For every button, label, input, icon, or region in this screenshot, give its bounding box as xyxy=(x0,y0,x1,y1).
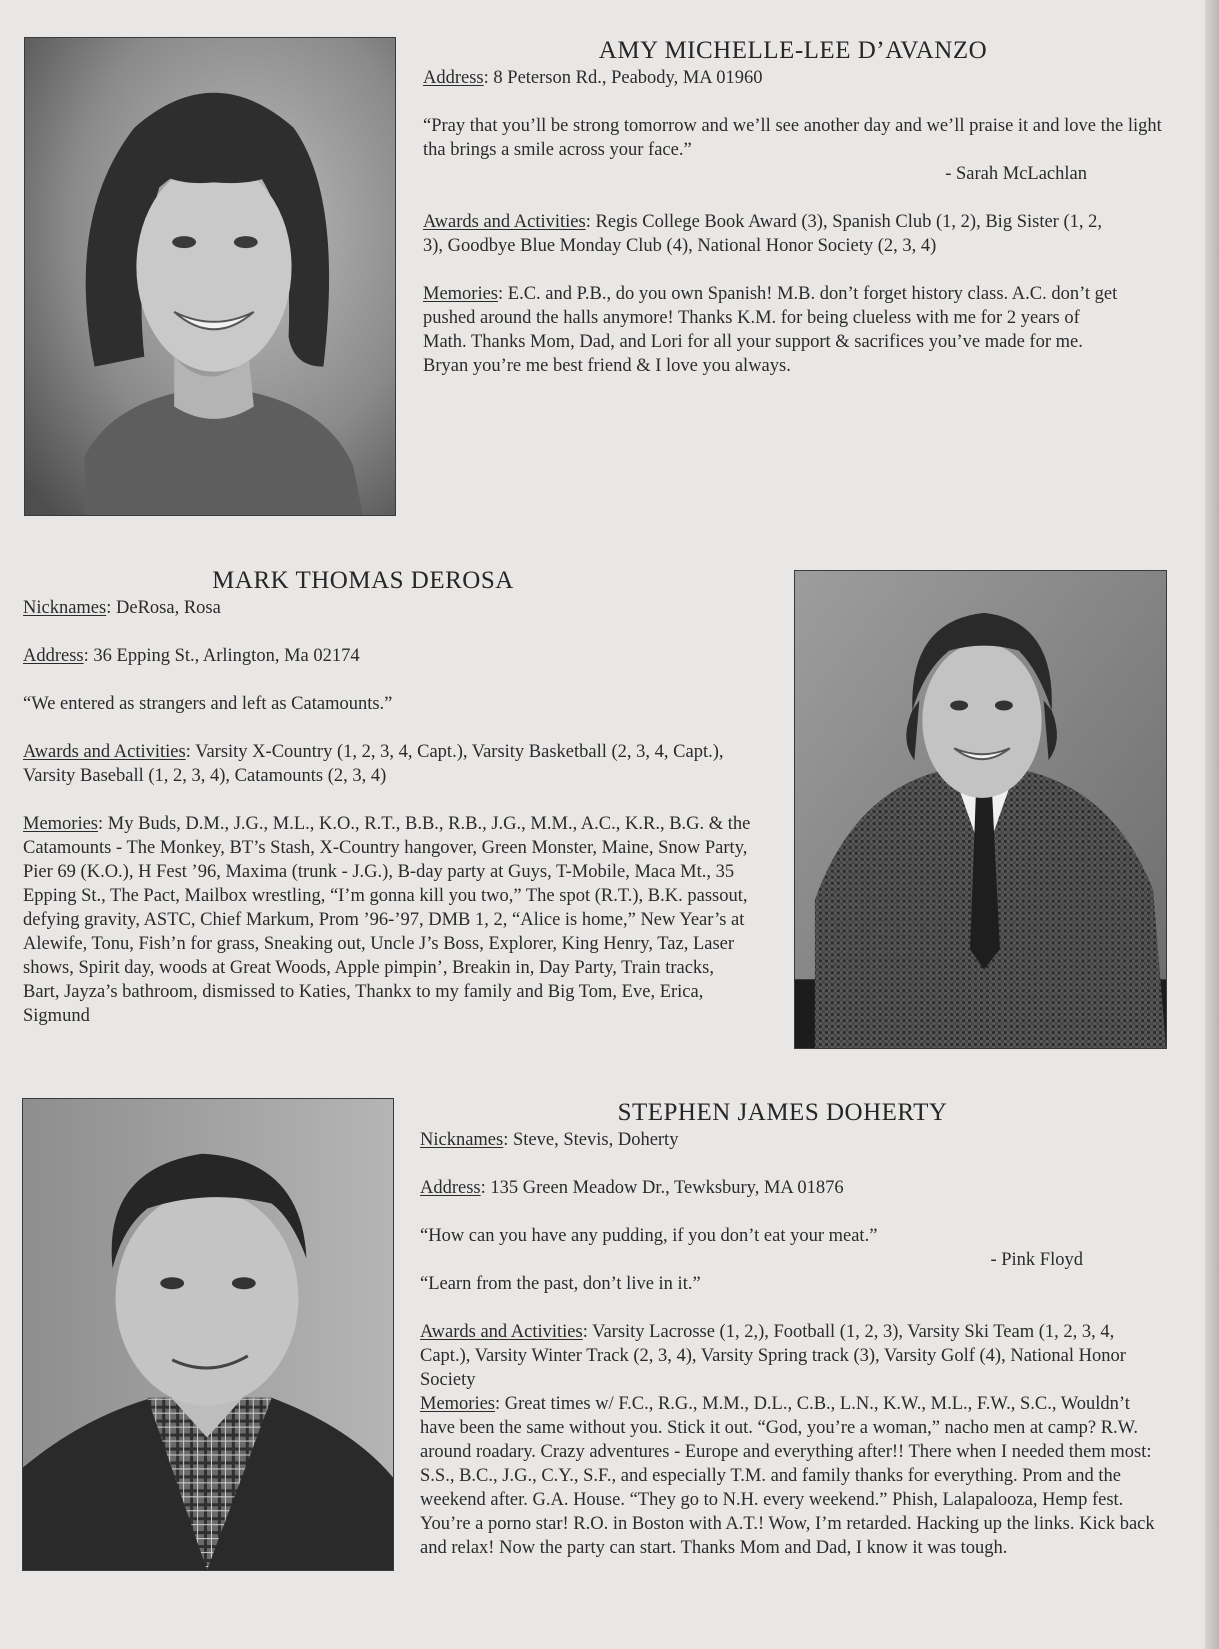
nicknames-line xyxy=(420,1128,1165,1152)
memories-label: Memories xyxy=(23,814,99,834)
address-line xyxy=(23,644,763,668)
address-line xyxy=(420,1176,1165,1200)
student-name: AMY MICHELLE-LEE D’AVANZO xyxy=(598,37,988,64)
memories-paragraph xyxy=(420,1392,1165,1560)
awards-value: : Regis College Book Award (3), Spanish Club (1, 2), Big Sister (1, 2, 3), Goodbye Blue Monday Club (4), National Honor Society (2, 3, 4) xyxy=(423,212,1102,256)
profile-amy xyxy=(423,36,1163,378)
memories-label: Memories xyxy=(423,284,499,304)
senior-quote: “How can you have any pudding, if you don’t eat your meat.” xyxy=(420,1226,878,1246)
address-label: Address xyxy=(423,68,484,88)
memories-paragraph xyxy=(23,812,763,1028)
senior-quote-2: “Learn from the past, don’t live in it.” xyxy=(420,1274,701,1294)
memories-value: : Great times w/ F.C., R.G., M.M., D.L., C.B., L.N., K.W., M.L., F.W., S.C., Wouldn’t have been the same without you. Stick it out. “God, you’re a woman,” nacho men at camp? R.W. around roadary. Crazy adventures - Europe and everything after!! There when I needed them most: S.S., B.C., J.G., C.Y., S.F., and especially T.M. and family thanks for everything. Prom and the weekend after. G.A. House. “They go to N.H. every weekend.” Phish, Lalapalooza, Hemp fest. You’re a porno star! R.O. in Boston with A.T.! Wow, I’m retarded. Hacking up the links. Kick back and relax! Now the party can start. Thanks Mom and Dad, I know it was tough. xyxy=(420,1394,1155,1558)
awards-paragraph xyxy=(23,740,763,788)
senior-quote: “We entered as strangers and left as Catamounts.” xyxy=(23,694,393,714)
senior-quote: “Pray that you’ll be strong tomorrow and we’ll see another day and we’ll praise it and love the light tha brings a smile across your face.” xyxy=(423,116,1162,160)
nicknames-line xyxy=(23,596,763,620)
awards-label: Awards and Activities xyxy=(420,1322,583,1342)
student-name: MARK THOMAS DEROSA xyxy=(212,567,514,594)
portrait-photo-mark xyxy=(794,570,1167,1049)
portrait-photo-stephen xyxy=(22,1098,394,1571)
quote-attribution: - Pink Floyd xyxy=(990,1250,1083,1270)
awards-paragraph xyxy=(420,1320,1165,1392)
memories-value: : My Buds, D.M., J.G., M.L., K.O., R.T., B.B., R.B., J.G., M.M., A.C., K.R., B.G. & the Catamounts - The Monkey, BT’s Stash, X-Country hangover, Green Monster, Maine, Snow Party, Pier 69 (K.O.), H Fest ’96, Maxima (trunk - J.G.), B-day party at Guys, T-Mobile, Maca Mt., 35 Epping St., The Pact, Mailbox wrestling, “I’m gonna kill you two,” The spot (R.T.), B.K. passout, defying gravity, ASTC, Chief Markum, Prom ’96-’97, DMB 1, 2, “Alice is home,” New Year’s at Alewife, Tonu, Fish’n for grass, Sneaking out, Uncle J’s Boss, Explorer, King Henry, Taz, Laser shows, Spirit day, woods at Great Woods, Apple pimpin’, Breakin in, Day Party, Train tracks, Bart, Jayza’s bathroom, dismissed to Katies, Thankx to my family and Big Tom, Eve, Erica, Sigmund xyxy=(23,814,751,1026)
page-edge-shadow xyxy=(1205,0,1219,1649)
memories-paragraph xyxy=(423,282,1163,378)
awards-value: : Varsity X-Country (1, 2, 3, 4, Capt.), Varsity Basketball (2, 3, 4, Capt.), Varsity Baseball (1, 2, 3, 4), Catamounts (2, 3, 4) xyxy=(23,742,724,786)
awards-value: : Varsity Lacrosse (1, 2,), Football (1, 2, 3), Varsity Ski Team (1, 2, 3, 4, Capt.), Varsity Winter Track (2, 3, 4), Varsity Spring track (3), Varsity Golf (4), National Honor Society xyxy=(420,1322,1126,1390)
awards-paragraph xyxy=(423,210,1163,258)
nicknames-value: : Steve, Stevis, Doherty xyxy=(503,1130,679,1150)
quote-attribution: - Sarah McLachlan xyxy=(945,164,1087,184)
student-name: STEPHEN JAMES DOHERTY xyxy=(617,1099,948,1126)
address-label: Address xyxy=(420,1178,481,1198)
profile-stephen xyxy=(420,1098,1165,1560)
address-value: : 8 Peterson Rd., Peabody, MA 01960 xyxy=(483,68,763,88)
memories-value: : E.C. and P.B., do you own Spanish! M.B. don’t forget history class. A.C. don’t get pushed around the halls anymore! Thanks K.M. for being clueless with me for 2 years of Math. Thanks Mom, Dad, and Lori for all your support & sacrifices you’ve made for me. Bryan you’re me best friend & I love you always. xyxy=(423,284,1118,376)
address-value: : 135 Green Meadow Dr., Tewksbury, MA 01876 xyxy=(480,1178,844,1198)
address-label: Address xyxy=(23,646,84,666)
address-line xyxy=(423,66,1163,90)
nicknames-label: Nicknames xyxy=(23,598,107,618)
address-value: : 36 Epping St., Arlington, Ma 02174 xyxy=(83,646,360,666)
awards-label: Awards and Activities xyxy=(23,742,186,762)
memories-label: Memories xyxy=(420,1394,496,1414)
awards-label: Awards and Activities xyxy=(423,212,586,232)
profile-mark xyxy=(23,566,763,1028)
nicknames-value: : DeRosa, Rosa xyxy=(106,598,221,618)
nicknames-label: Nicknames xyxy=(420,1130,504,1150)
portrait-photo-amy xyxy=(24,37,396,516)
